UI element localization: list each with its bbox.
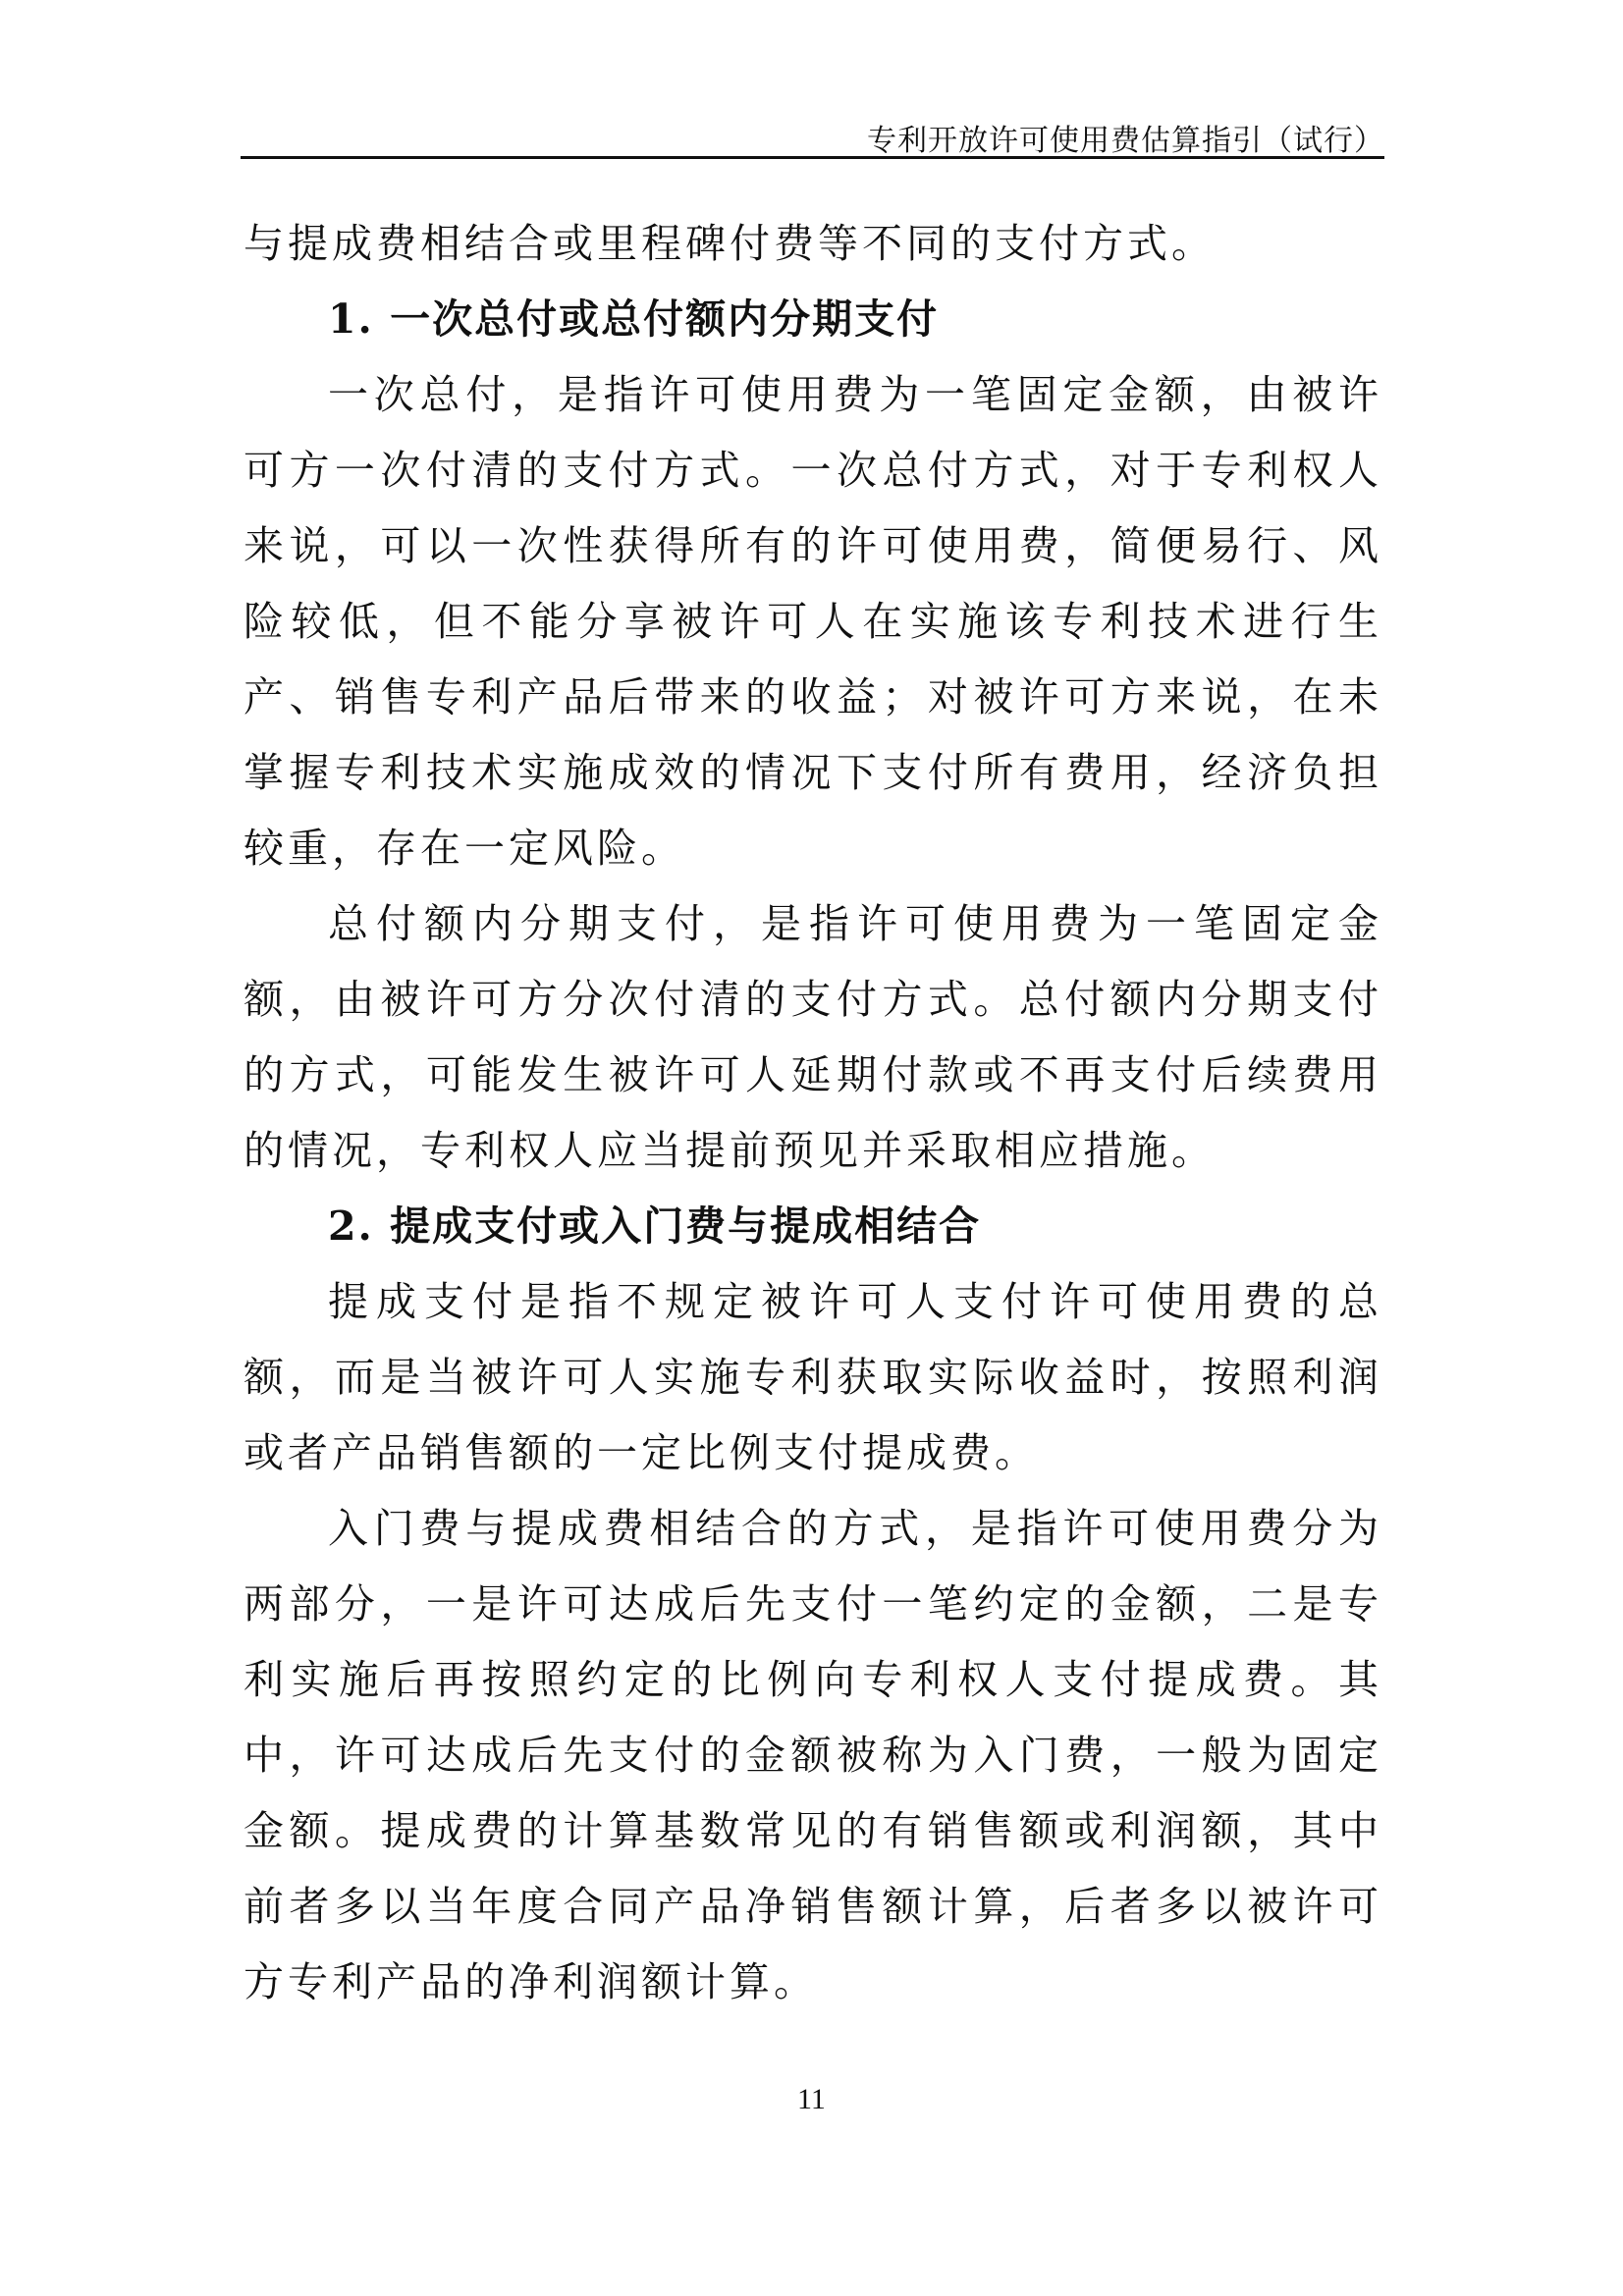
paragraph-lump-sum: 一次总付，是指许可使用费为一笔固定金额，由被许可方一次付清的支付方式。一次总付方式，对于专利权人来说，可以一次性获得所有的许可使用费，简便易行、风险较低，但不能分享被许可人在实施该专利技术进行生产、销售专利产品后带来的收益；对被许可方来说，在未掌握专利技术实施成效的情况下支付所有费用，经济负担较重，存在一定风险。 [243, 371, 1382, 872]
page-number: 11 [797, 2083, 826, 2115]
paragraph-installments: 总付额内分期支付，是指许可使用费为一笔固定金额，由被许可方分次付清的支付方式。总付额内分期支付的方式，可能发生被许可人延期付款或不再支付后续费用的情况，专利权人应当提前预见并采取相应措施。 [243, 900, 1382, 1174]
running-header-title: 专利开放许可使用费估算指引（试行） [867, 124, 1384, 158]
header-divider [241, 156, 1384, 159]
paragraph-royalty: 提成支付是指不规定被许可人支付许可使用费的总额，而是当被许可人实施专利获取实际收益时，按照利润或者产品销售额的一定比例支付提成费。 [243, 1278, 1382, 1476]
page-body [243, 206, 1382, 2020]
continuation-paragraph: 与提成费相结合或里程碑付费等不同的支付方式。 [243, 220, 1216, 267]
paragraph-entry-fee-royalty: 入门费与提成费相结合的方式，是指许可使用费分为两部分，一是许可达成后先支付一笔约定的金额，二是专利实施后再按照约定的比例向专利权人支付提成费。其中，许可达成后先支付的金额被称为入门费，一般为固定金额。提成费的计算基数常见的有销售额或利润额，其中前者多以当年度合同产品净销售额计算，后者多以被许可方专利产品的净利润额计算。 [243, 1505, 1382, 2005]
section-heading-2: 2. 提成支付或入门费与提成相结合 [328, 1202, 982, 1250]
section-heading-1: 1. 一次总付或总付额内分期支付 [328, 295, 940, 343]
